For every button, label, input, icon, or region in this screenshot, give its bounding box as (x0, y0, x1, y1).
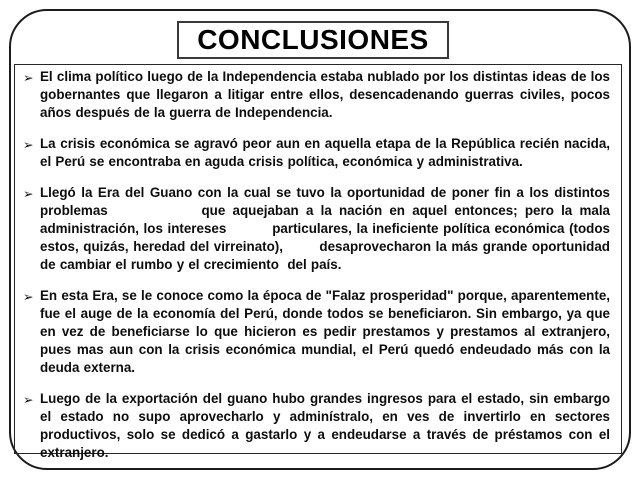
bullet-item (23, 184, 610, 274)
bullet-text: Luego de la exportación del guano hubo grandes ingresos para el estado, sin embargo el estado no supo aprovecharlo y adminístralo, en ves de invertirlo en sectores productivos, solo se dedicó a gastarlo y a endeudarse a través de préstamos con el extranjero. (40, 391, 610, 460)
arrow-bullet-icon: ➢ (23, 70, 34, 85)
bullet-text: El clima político luego de la Independencia estaba nublado por los distintas ideas de los gobernantes que llegaron a litigar entre ellos, desencadenando guerras civiles, pocos años después de la guerra de Independencia. (40, 69, 610, 120)
bullet-item (23, 135, 610, 171)
bullet-text: La crisis económica se agravó peor aun en aquella etapa de la República recién nacida, el Perú se encontraba en aguda crisis política, económica y administrativa. (40, 136, 610, 169)
bullet-item (23, 68, 610, 122)
arrow-bullet-icon: ➢ (23, 289, 34, 304)
arrow-bullet-icon: ➢ (23, 392, 34, 407)
arrow-bullet-icon: ➢ (23, 137, 34, 152)
bullet-text: En esta Era, se le conoce como la época de "Falaz prosperidad" porque, aparentemente, fue el auge de la economía del Perú, donde todos se beneficiaron. Sin embargo, ya que en vez de beneficiarse lo que hicieron es pedir prestamos y prestamos al extranjero, pues mas aun con la crisis económica mundial, el Perú quedó endeudado más con la deuda externa. (40, 288, 610, 375)
conclusions-text-box (14, 64, 622, 460)
bullet-item (23, 287, 610, 377)
slide-title-box (177, 21, 449, 59)
bullet-text: Llegó la Era del Guano con la cual se tuvo la oportunidad de poner fin a los distintos problemas que aquejaban a la nación en aquel entonces; pero la mala administración, los intereses particulares, la ineficiente política económica (todos estos, quizás, heredad del virreinato), desaprovecharon la más grande oportunidad de cambiar el rumbo y el crecimiento del país. (40, 185, 610, 272)
arrow-bullet-icon: ➢ (23, 186, 34, 201)
page-title: CONCLUSIONES (197, 24, 429, 55)
bullet-item (23, 390, 610, 462)
